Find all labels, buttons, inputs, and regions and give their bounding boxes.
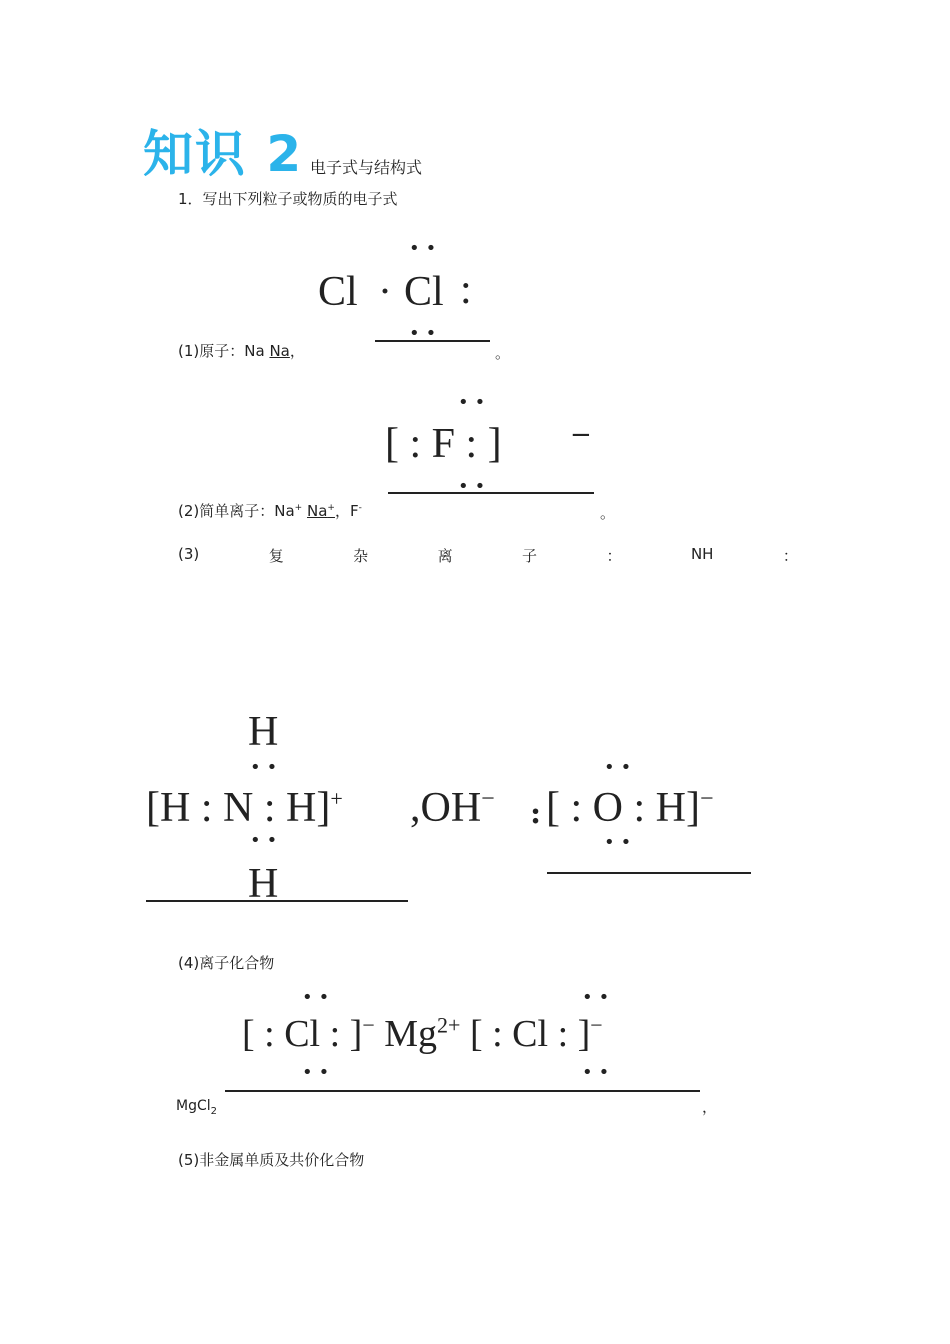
lone-pair-dots: •• [409, 323, 443, 344]
mgcl-text: MgCl [176, 1098, 211, 1114]
cl-atom-symbol-2: Cl [404, 269, 444, 315]
cl-ion-right: [ : Cl : ] [469, 1013, 591, 1055]
na-ion-answer [307, 502, 335, 520]
complex-char: ： [782, 547, 798, 565]
subscript-2: 2 [210, 1105, 218, 1117]
complex-char: 杂 [353, 547, 369, 565]
complex-char: 离 [437, 547, 453, 565]
complex-ion-label [178, 545, 798, 566]
knowledge-heading: 知识 2 [143, 125, 304, 183]
lone-pair-dots: •• [458, 476, 492, 497]
lone-pair-dots: •• [302, 1062, 336, 1083]
colon-sep: : [530, 796, 542, 831]
ammonium-charge: + [330, 786, 343, 811]
mg-charge: 2+ [437, 1012, 461, 1038]
bond-pair-dots: •• [250, 757, 284, 778]
fluoride-ion-diagram: [ : F : ] [385, 421, 502, 467]
lone-pair-dots: •• [582, 1062, 616, 1083]
oh-minus: − [481, 786, 495, 812]
period-mark: 。 [495, 344, 511, 362]
trailing-comma: ， [702, 1098, 718, 1116]
cl-ion-left: [ : Cl : ] [242, 1013, 363, 1055]
mgcl2-formula [176, 1098, 217, 1117]
atom-question-label [178, 340, 305, 361]
ammonium-top-h: H [248, 709, 279, 755]
mg-symbol: Mg [384, 1013, 438, 1055]
comma: ， [289, 342, 305, 360]
mgcl2-diagram [242, 1012, 603, 1056]
ammonium-diagram [146, 784, 343, 832]
answer-blank-line [225, 1090, 700, 1092]
na-answer: Na [269, 342, 290, 360]
complex-char: 复 [268, 547, 284, 565]
ammonium-bottom-h: H [248, 861, 279, 907]
cl-charge: − [590, 1012, 603, 1038]
charge-minus: - [358, 503, 362, 513]
lone-pair-dots: •• [604, 757, 638, 778]
lone-pair-dots: •• [409, 238, 443, 259]
section-subtitle: 电子式与结构式 [310, 158, 423, 177]
lone-pair-dots: •• [302, 987, 336, 1008]
covalent-label: (5)非金属单质及共价化合物 [178, 1151, 365, 1169]
lone-pair-dots: •• [582, 987, 616, 1008]
oh-text: ,OH [410, 785, 482, 831]
period-mark: 。 [600, 504, 616, 522]
bond-pair-dots: •• [250, 830, 284, 851]
hydroxide-diagram [546, 784, 714, 832]
cl-atom-symbol: Cl [318, 269, 358, 315]
answer-blank-line [388, 492, 594, 494]
answer-blank-line [375, 340, 490, 342]
ammonium-core: [H : N : H] [146, 785, 331, 831]
fluoride-charge: − [570, 420, 592, 450]
complex-char: ： [606, 547, 622, 565]
unpaired-electron-dot: · [378, 269, 392, 315]
ion-label: (2)简单离子：Na [178, 502, 295, 520]
lone-pair-dots: •• [604, 832, 638, 853]
question-1-title: 1．写出下列粒子或物质的电子式 [178, 190, 398, 208]
ion-question-label [178, 500, 362, 521]
lone-pair-dots: •• [458, 392, 492, 413]
answer-blank-line [547, 872, 751, 874]
answer-blank-line [146, 900, 408, 902]
cl-charge: − [362, 1012, 375, 1038]
lone-pair-colon: : [460, 267, 472, 313]
f-label: ，F [334, 502, 359, 520]
charge-plus: + [294, 503, 303, 513]
hydroxide-formula [410, 784, 495, 832]
complex-char: NH [690, 545, 714, 563]
oh-charge: − [699, 786, 714, 812]
complex-char: 子 [522, 547, 538, 565]
ionic-compound-label: (4)离子化合物 [178, 954, 275, 972]
atom-label: (1)原子：Na [178, 342, 265, 360]
charge-plus: + [327, 503, 335, 513]
complex-char: (3) [178, 545, 200, 563]
oh-core: [ : O : H] [546, 785, 700, 831]
na-ion-symbol: Na [307, 502, 328, 520]
